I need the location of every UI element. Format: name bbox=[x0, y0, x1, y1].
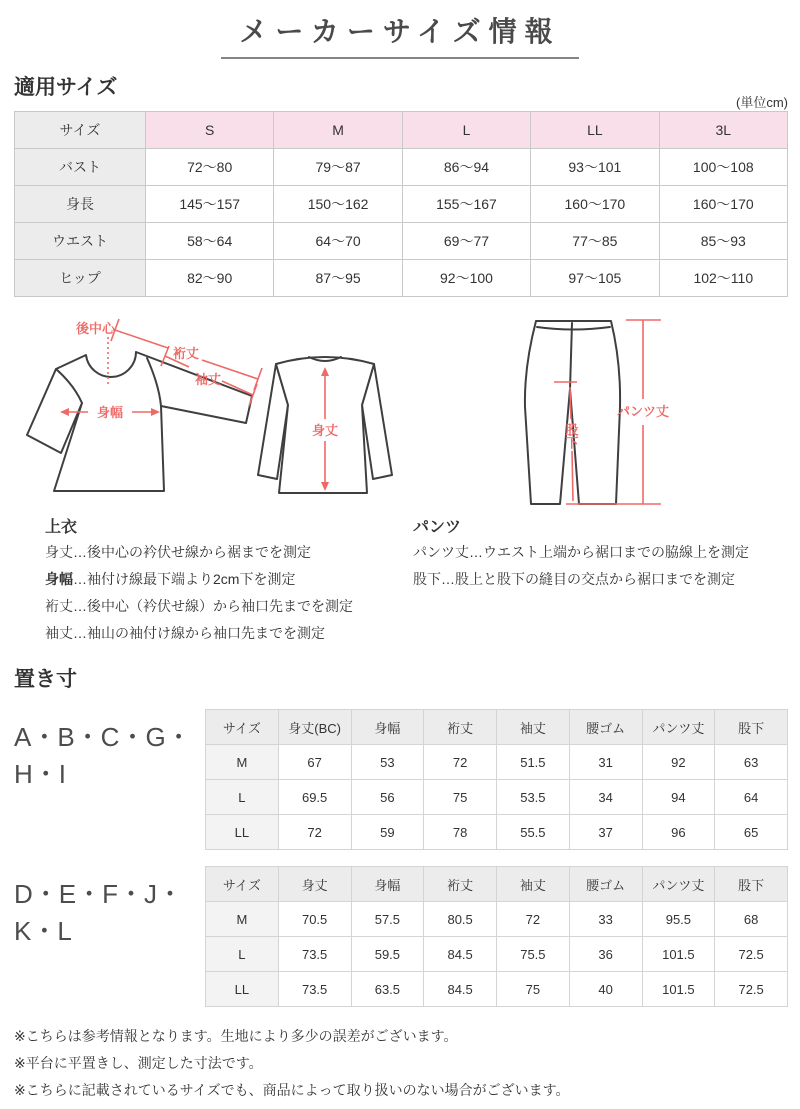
applicable-size-table bbox=[14, 111, 788, 297]
column-header: 身幅 bbox=[351, 867, 424, 902]
flat-table-block-2 bbox=[14, 866, 788, 1007]
column-header: 袖丈 bbox=[497, 867, 570, 902]
table-cell: 64〜70 bbox=[274, 223, 402, 260]
table-cell: 77〜85 bbox=[531, 223, 659, 260]
note-line bbox=[45, 539, 413, 566]
table-row bbox=[15, 260, 788, 297]
table-cell: 79〜87 bbox=[274, 149, 402, 186]
table-cell: 36 bbox=[569, 937, 642, 972]
column-header: 腰ゴム bbox=[569, 710, 642, 745]
back-top-diagram bbox=[258, 357, 392, 493]
note-desc: …後中心の衿伏せ線から裾までを測定 bbox=[73, 544, 311, 560]
table-cell: 63 bbox=[715, 745, 788, 780]
table-cell: 160〜170 bbox=[531, 186, 659, 223]
column-header: 裄丈 bbox=[424, 710, 497, 745]
table-cell: 59 bbox=[351, 815, 424, 850]
table-cell: 72〜80 bbox=[146, 149, 274, 186]
table-cell: 93〜101 bbox=[531, 149, 659, 186]
column-header: 身丈 bbox=[278, 867, 351, 902]
table-cell: 94 bbox=[642, 780, 715, 815]
unit-note: (単位cm) bbox=[736, 95, 788, 110]
column-header: 身丈(BC) bbox=[278, 710, 351, 745]
table-header-row bbox=[206, 710, 788, 745]
note-term: 身丈 bbox=[45, 544, 73, 560]
column-header: 袖丈 bbox=[497, 710, 570, 745]
label-mihaba: 身幅 bbox=[96, 405, 124, 420]
row-label: L bbox=[206, 937, 279, 972]
column-header: M bbox=[274, 112, 402, 149]
table-cell: 34 bbox=[569, 780, 642, 815]
row-label: M bbox=[206, 745, 279, 780]
note-line bbox=[413, 566, 788, 593]
label-inseam: 股下 bbox=[563, 423, 579, 449]
top-notes-heading: 上衣 bbox=[45, 519, 78, 536]
table-cell: 37 bbox=[569, 815, 642, 850]
table-row bbox=[206, 780, 788, 815]
note-term: パンツ丈 bbox=[413, 544, 469, 560]
column-header: パンツ丈 bbox=[642, 710, 715, 745]
note-desc: …後中心（衿伏せ線）から袖口先までを測定 bbox=[73, 598, 353, 614]
applicable-size-section-head bbox=[14, 71, 788, 110]
row-label: ヒップ bbox=[15, 260, 146, 297]
front-top-diagram bbox=[27, 319, 262, 491]
note-term: 身幅 bbox=[45, 571, 73, 587]
table-cell: 86〜94 bbox=[402, 149, 530, 186]
table-row bbox=[15, 186, 788, 223]
table-cell: 75 bbox=[497, 972, 570, 1007]
column-header: 股下 bbox=[715, 710, 788, 745]
table-cell: 155〜167 bbox=[402, 186, 530, 223]
column-header: 3L bbox=[659, 112, 787, 149]
footnotes bbox=[14, 1023, 788, 1104]
table-cell: 72.5 bbox=[715, 937, 788, 972]
note-desc: …袖山の袖付け線から袖口先までを測定 bbox=[73, 625, 325, 641]
table-cell: 57.5 bbox=[351, 902, 424, 937]
row-label: M bbox=[206, 902, 279, 937]
table-cell: 51.5 bbox=[497, 745, 570, 780]
table-cell: 63.5 bbox=[351, 972, 424, 1007]
table-cell: 59.5 bbox=[351, 937, 424, 972]
group-label-abcghi: A・B・C・G・H・I bbox=[14, 722, 192, 789]
column-header: 腰ゴム bbox=[569, 867, 642, 902]
flat-measure-heading: 置き寸 bbox=[14, 668, 77, 691]
note-term: 股下 bbox=[413, 571, 441, 587]
table-row bbox=[206, 815, 788, 850]
table-cell: 75 bbox=[424, 780, 497, 815]
measurement-diagram bbox=[0, 307, 800, 512]
column-header: L bbox=[402, 112, 530, 149]
table-cell: 85〜93 bbox=[659, 223, 787, 260]
table-cell: 68 bbox=[715, 902, 788, 937]
row-label: バスト bbox=[15, 149, 146, 186]
table-row bbox=[206, 937, 788, 972]
table-cell: 70.5 bbox=[278, 902, 351, 937]
table-row bbox=[206, 902, 788, 937]
note-line bbox=[45, 593, 413, 620]
table-cell: 72 bbox=[278, 815, 351, 850]
row-label: 身長 bbox=[15, 186, 146, 223]
table-cell: 33 bbox=[569, 902, 642, 937]
column-header: サイズ bbox=[206, 710, 279, 745]
row-label: ウエスト bbox=[15, 223, 146, 260]
table-cell: 73.5 bbox=[278, 972, 351, 1007]
label-sodetake: 袖丈 bbox=[194, 372, 222, 387]
column-header: S bbox=[146, 112, 274, 149]
footnote: ※こちらは参考情報となります。生地により多少の誤差がございます。 bbox=[14, 1028, 458, 1044]
pants-diagram bbox=[525, 320, 669, 504]
table-cell: 82〜90 bbox=[146, 260, 274, 297]
table-row bbox=[15, 223, 788, 260]
pants-notes bbox=[413, 514, 788, 647]
flat-size-table-2 bbox=[205, 866, 788, 1007]
flat-size-table-1 bbox=[205, 709, 788, 850]
label-yukitake: 裄丈 bbox=[172, 346, 200, 361]
table-cell: 53.5 bbox=[497, 780, 570, 815]
table-cell: 145〜157 bbox=[146, 186, 274, 223]
table-cell: 96 bbox=[642, 815, 715, 850]
row-label: LL bbox=[206, 972, 279, 1007]
table-cell: 31 bbox=[569, 745, 642, 780]
table-cell: 102〜110 bbox=[659, 260, 787, 297]
table-cell: 40 bbox=[569, 972, 642, 1007]
table-row bbox=[206, 745, 788, 780]
table-cell: 67 bbox=[278, 745, 351, 780]
note-desc: …袖付け線最下端より2cm下を測定 bbox=[73, 571, 296, 587]
table-cell: 69〜77 bbox=[402, 223, 530, 260]
column-header: サイズ bbox=[15, 112, 146, 149]
note-desc: …ウエスト上端から裾口までの脇線上を測定 bbox=[469, 544, 749, 560]
column-header: サイズ bbox=[206, 867, 279, 902]
note-term: 袖丈 bbox=[45, 625, 73, 641]
table-cell: 160〜170 bbox=[659, 186, 787, 223]
footnote: ※こちらに記載されているサイズでも、商品によって取り扱いのない場合がございます。 bbox=[14, 1082, 570, 1098]
label-back-center: 後中心 bbox=[76, 321, 116, 336]
table-cell: 95.5 bbox=[642, 902, 715, 937]
top-notes bbox=[45, 514, 413, 647]
table-cell: 64 bbox=[715, 780, 788, 815]
page-title-wrap bbox=[0, 10, 800, 59]
table-cell: 53 bbox=[351, 745, 424, 780]
table-cell: 92〜100 bbox=[402, 260, 530, 297]
table-cell: 100〜108 bbox=[659, 149, 787, 186]
table-cell: 84.5 bbox=[424, 937, 497, 972]
table-cell: 58〜64 bbox=[146, 223, 274, 260]
column-header: 身幅 bbox=[351, 710, 424, 745]
table-cell: 150〜162 bbox=[274, 186, 402, 223]
flat-table-block-1 bbox=[14, 709, 788, 850]
column-header: LL bbox=[531, 112, 659, 149]
table-cell: 56 bbox=[351, 780, 424, 815]
table-cell: 97〜105 bbox=[531, 260, 659, 297]
table-row bbox=[206, 972, 788, 1007]
group-label-defjkl: D・E・F・J・K・L bbox=[14, 879, 184, 946]
table-cell: 73.5 bbox=[278, 937, 351, 972]
table-cell: 101.5 bbox=[642, 937, 715, 972]
table-cell: 78 bbox=[424, 815, 497, 850]
column-header: パンツ丈 bbox=[642, 867, 715, 902]
table-cell: 72 bbox=[424, 745, 497, 780]
note-term: 裄丈 bbox=[45, 598, 73, 614]
label-pants-length: パンツ丈 bbox=[616, 404, 670, 419]
table-cell: 84.5 bbox=[424, 972, 497, 1007]
column-header: 裄丈 bbox=[424, 867, 497, 902]
row-label: LL bbox=[206, 815, 279, 850]
column-header: 股下 bbox=[715, 867, 788, 902]
note-line bbox=[413, 539, 788, 566]
pants-notes-heading: パンツ bbox=[413, 519, 462, 536]
table-cell: 69.5 bbox=[278, 780, 351, 815]
table-cell: 92 bbox=[642, 745, 715, 780]
table-cell: 87〜95 bbox=[274, 260, 402, 297]
table-row bbox=[15, 149, 788, 186]
table-cell: 80.5 bbox=[424, 902, 497, 937]
table-header-row bbox=[206, 867, 788, 902]
table-cell: 75.5 bbox=[497, 937, 570, 972]
row-label: L bbox=[206, 780, 279, 815]
footnote: ※平台に平置きし、測定した寸法です。 bbox=[14, 1055, 263, 1071]
table-cell: 72 bbox=[497, 902, 570, 937]
label-mitake: 身丈 bbox=[311, 423, 339, 438]
note-desc: …股上と股下の縫目の交点から裾口までを測定 bbox=[441, 571, 735, 587]
page-title: メーカーサイズ情報 bbox=[221, 10, 578, 59]
table-cell: 101.5 bbox=[642, 972, 715, 1007]
note-line bbox=[45, 620, 413, 647]
measure-notes bbox=[45, 514, 788, 647]
table-cell: 65 bbox=[715, 815, 788, 850]
table-cell: 55.5 bbox=[497, 815, 570, 850]
table-header-row bbox=[15, 112, 788, 149]
note-line bbox=[45, 566, 413, 593]
applicable-size-heading: 適用サイズ bbox=[14, 76, 118, 99]
table-cell: 72.5 bbox=[715, 972, 788, 1007]
